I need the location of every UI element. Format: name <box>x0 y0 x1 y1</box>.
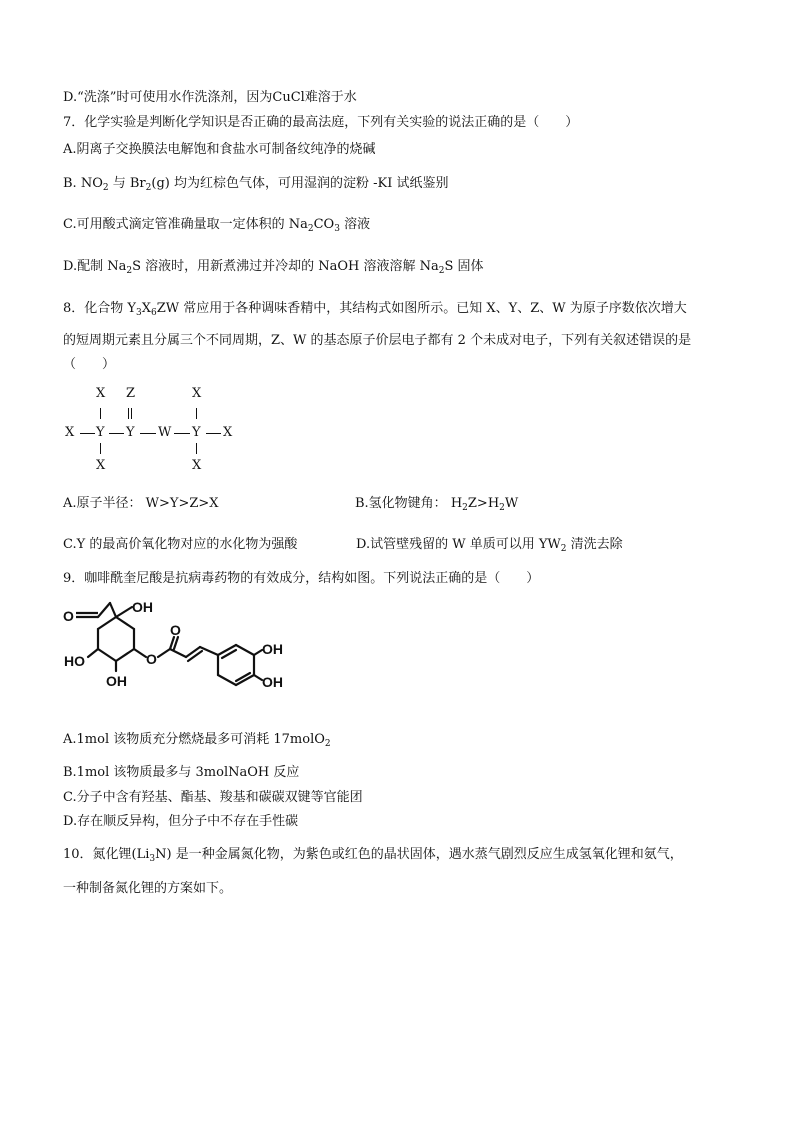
q9-option-b: B.1mol 该物质最多与 3molNaOH 反应 <box>63 765 300 780</box>
caffeoylquinic-acid-structure <box>62 595 302 710</box>
mol-o-top: O <box>63 608 74 624</box>
mol-oh-1: OH <box>132 599 153 615</box>
q7-option-b: B. $NO_2$ 与 $Br_2(g)$ 均为红棕色气体，可用湿润的淀粉 -KI 试纸鉴别 <box>63 176 449 193</box>
mol-oh-2: OH <box>106 673 127 689</box>
q8-stem-line2: 的短周期元素且分属三个不同周期，Z、W 的基态原子价层电子都有 2 个未成对电子，下列有关叙述错误的是 <box>63 333 692 348</box>
q7-option-a: A.阴离子交换膜法电解饱和食盐水可制备纹纯净的烧碱 <box>63 142 376 157</box>
q10-stem: 10．氮化锂$(Li_3N)$ 是一种金属氮化物，为紫色或红色的晶状固体，遇水蒸气剧烈反应生成氢氧化锂和氨气， <box>63 847 683 864</box>
mol-oh-4: OH <box>262 674 283 690</box>
q9-option-d: D.存在顺反异构，但分子中不存在手性碳 <box>63 814 299 829</box>
q7-stem: 7．化学实验是判断化学知识是否正确的最高法庭，下列有关实验的说法正确的是（ ） <box>63 115 579 130</box>
q9-stem: 9．咖啡酰奎尼酸是抗病毒药物的有效成分，结构如图。下列说法正确的是（ ） <box>63 571 540 586</box>
q8-option-d: D.试管壁残留的 W 单质可以用 $YW_2$ 清洗去除 <box>356 537 623 554</box>
mol-o-carbonyl: O <box>170 622 181 638</box>
mol-oh-3: OH <box>262 641 283 657</box>
mol-ho: HO <box>64 653 85 669</box>
q8-option-c: C.Y 的最高价氧化物对应的水化物为强酸 <box>63 537 298 552</box>
q8-option-b: B.氢化物键角： $H_2Z>H_2W$ <box>355 496 519 513</box>
q6-option-d: D.“洗涤”时可使用水作洗涤剂，因为CuCl难溶于水 <box>63 90 357 105</box>
q7-option-d: D.配制 $Na_2S$ 溶液时，用新煮沸过并冷却的 NaOH 溶液溶解 $Na_2S$ 固体 <box>63 259 484 276</box>
q8-stem: 8．化合物 $Y_3X_6ZW$ 常应用于各种调味香精中，其结构式如图所示。已知 X、Y、Z、W 为原子序数依次增大 <box>63 301 687 318</box>
q8-answer-paren: （ ） <box>63 357 116 372</box>
q9-option-c: C.分子中含有羟基、酯基、羧基和碳碳双键等官能团 <box>63 790 363 805</box>
q7-option-c: C.可用酸式滴定管准确量取一定体积的 $Na_2CO_3$ 溶液 <box>63 217 371 234</box>
q9-option-a: A.1mol 该物质充分燃烧最多可消耗 17molO$_2$ <box>63 732 331 749</box>
q8-structural-formula: X Z X X Y Y W Y X X X <box>65 386 233 473</box>
q10-stem-line2: 一种制备氮化锂的方案如下。 <box>63 881 233 896</box>
mol-o-ester: O <box>146 651 157 667</box>
q8-option-a: A.原子半径： W>Y>Z>X <box>63 496 219 511</box>
